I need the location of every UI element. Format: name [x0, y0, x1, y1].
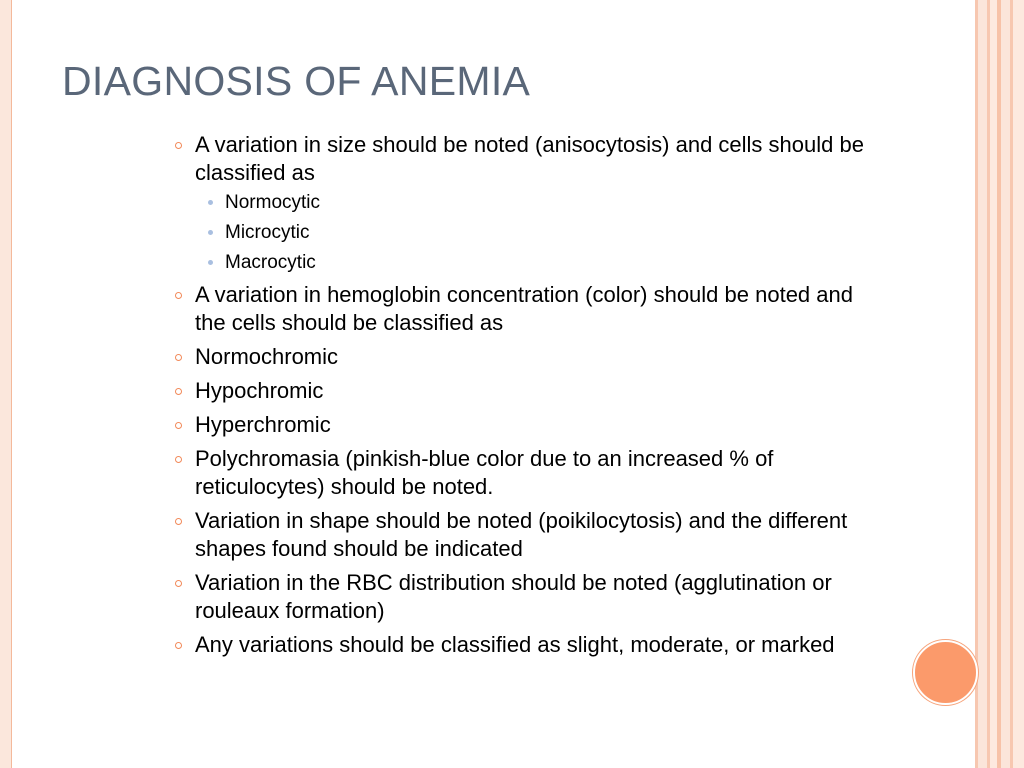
bullet-text: Variation in the RBC distribution should be noted (agglutination or rouleaux formation): [195, 570, 832, 623]
bullet-item: [172, 343, 872, 371]
bullet-item: [172, 281, 872, 337]
right-stripe-decoration: [1001, 0, 1010, 768]
bullet-item: [172, 377, 872, 405]
bullet-text: Hyperchromic: [195, 412, 331, 437]
bullet-list: [172, 131, 872, 659]
accent-circle-decoration: [913, 640, 978, 705]
bullet-item: [172, 411, 872, 439]
bullet-item: [172, 445, 872, 501]
circle-bullet-icon: [175, 642, 182, 649]
bullet-item: [172, 507, 872, 563]
bullet-text: Normochromic: [195, 344, 339, 369]
bullet-text: Hypochromic: [195, 378, 324, 403]
sub-bullet-item: [203, 220, 872, 245]
circle-bullet-icon: [175, 354, 182, 361]
circle-bullet-icon: [175, 456, 182, 463]
slide-title: DIAGNOSIS OF ANEMIA: [62, 58, 531, 104]
bullet-item: [172, 631, 872, 659]
dot-bullet-icon: [208, 260, 213, 265]
circle-bullet-icon: [175, 292, 182, 299]
bullet-item: [172, 131, 872, 275]
dot-bullet-icon: [208, 200, 213, 205]
bullet-text: Variation in shape should be noted (poikilocytosis) and the different shapes found should be indicated: [195, 508, 848, 561]
left-border-decoration: [0, 0, 12, 768]
dot-bullet-icon: [208, 230, 213, 235]
sub-bullet-text: Microcytic: [225, 222, 310, 243]
circle-bullet-icon: [175, 142, 182, 149]
right-stripe-decoration: [978, 0, 987, 768]
sub-bullet-item: [203, 250, 872, 275]
sub-bullet-list: [195, 190, 872, 275]
right-stripe-decoration: [990, 0, 997, 768]
bullet-text: Any variations should be classified as slight, moderate, or marked: [195, 632, 835, 657]
circle-bullet-icon: [175, 388, 182, 395]
sub-bullet-text: Macrocytic: [225, 252, 316, 273]
bullet-text: A variation in size should be noted (anisocytosis) and cells should be classified as: [195, 132, 864, 185]
circle-bullet-icon: [175, 580, 182, 587]
circle-bullet-icon: [175, 518, 182, 525]
right-stripe-decoration: [1013, 0, 1024, 768]
bullet-text: A variation in hemoglobin concentration (color) should be noted and the cells should be classified as: [195, 282, 853, 335]
circle-bullet-icon: [175, 422, 182, 429]
slide-content: [172, 131, 872, 665]
bullet-item: [172, 569, 872, 625]
sub-bullet-text: Normocytic: [225, 192, 321, 213]
bullet-text: Polychromasia (pinkish-blue color due to an increased % of reticulocytes) should be noted.: [195, 446, 774, 499]
sub-bullet-item: [203, 190, 872, 215]
